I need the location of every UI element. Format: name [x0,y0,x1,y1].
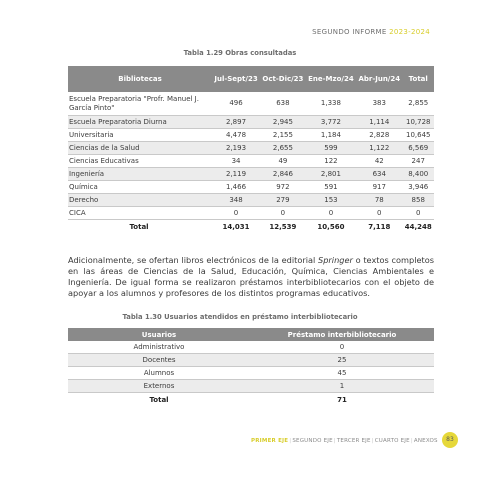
table-cell: 25 [250,354,434,367]
table-cell: 247 [402,155,434,168]
total-cell: 71 [337,396,347,404]
table-cell: 49 [260,155,306,168]
table-cell: 972 [260,181,306,194]
table-row [68,207,434,220]
table2-caption: Tabla 1.30 Usuarios atendidos en préstamo interbibliotecario [122,313,358,321]
table-cell: 1,122 [356,142,402,155]
table-cell: 2,897 [212,116,260,129]
body-paragraph [68,255,434,299]
column-header: Oct-Dic/23 [260,66,306,92]
table-cell: 153 [306,194,356,207]
paragraph-italic-publisher: Springer [318,255,353,265]
table1-caption: Tabla 1.29 Obras consultadas [183,49,297,57]
table-cell: 1,114 [356,116,402,129]
table-cell: Química [68,181,212,194]
table-row [68,341,434,354]
column-header: Total [402,66,434,92]
table-cell: Ciencias Educativas [68,155,212,168]
table-row [68,129,434,142]
table-cell: 634 [356,168,402,181]
table-cell: Escuela Preparatoria "Profr. Manuel J. García Pinto" [68,92,212,116]
table-total-row [68,393,434,408]
table-cell: 42 [356,155,402,168]
table-cell: 1 [250,380,434,393]
table-row [68,92,434,116]
table-cell: 2,193 [212,142,260,155]
table-cell: 45 [250,367,434,380]
table-cell: 0 [260,207,306,220]
table-row [68,367,434,380]
table-cell: 8,400 [402,168,434,181]
table-cell: Derecho [68,194,212,207]
table-cell: 591 [306,181,356,194]
table-cell: 122 [306,155,356,168]
table-cell: 3,946 [402,181,434,194]
table-cell: 2,155 [260,129,306,142]
table-cell: 2,828 [356,129,402,142]
table-cell: 279 [260,194,306,207]
table-cell: 2,801 [306,168,356,181]
table-cell: 638 [260,92,306,116]
table-cell: 858 [402,194,434,207]
table-cell: Alumnos [68,367,250,380]
table-cell: 2,855 [402,92,434,116]
table-cell: CICA [68,207,212,220]
table-row [68,380,434,393]
nav-separator: | [333,438,336,444]
table-cell: Universitaria [68,129,212,142]
nav-separator: | [371,438,374,444]
table-cell: 1,184 [306,129,356,142]
nav-link-primer-eje[interactable]: PRIMER EJE [251,438,289,444]
column-header: Ene-Mzo/24 [306,66,356,92]
column-header: Usuarios [68,328,250,341]
table-cell: 2,655 [260,142,306,155]
table-cell: 78 [356,194,402,207]
table-cell: 10,645 [402,129,434,142]
obras-consultadas-table [68,66,434,233]
table-cell: 2,119 [212,168,260,181]
total-label: Total [129,222,149,231]
table-cell: 1,466 [212,181,260,194]
table-cell: 496 [212,92,260,116]
table-cell: 0 [250,341,434,354]
paragraph-text-end: o textos completos en las áreas de Ciencias de la Salud, Educación, Química, Ciencias Ambientales e Ingeniería. De igual forma se realizaron préstamos interbibliotecarios con el objeto de apoyar a los alumnos y profesores de los distintos programas educativos. [68,255,434,298]
table-cell: 599 [306,142,356,155]
total-cell: 12,539 [269,222,297,231]
nav-link-tercer-eje[interactable]: TERCER EJE [336,438,371,444]
total-label: Total [149,396,169,404]
page-number-badge: 83 [442,432,458,448]
paragraph-text-start: Adicionalmente, se ofertan libros electrónicos de la editorial [68,255,319,265]
table-cell: Ciencias de la Salud [68,142,212,155]
table-row [68,155,434,168]
total-cell: 14,031 [222,222,250,231]
table-row [68,194,434,207]
table-row [68,142,434,155]
table-cell: Escuela Preparatoria Diurna [68,116,212,129]
total-cell: 7,118 [368,222,391,231]
nav-link-segundo-eje[interactable]: SEGUNDO EJE [292,438,333,444]
column-header: Bibliotecas [68,66,212,92]
table-header-row [68,328,434,341]
table-cell: Administrativo [68,341,250,354]
section-nav [251,438,438,444]
table-row [68,181,434,194]
table-cell: Externos [68,380,250,393]
table-row [68,354,434,367]
table-cell: 0 [356,207,402,220]
total-cell: 10,560 [317,222,345,231]
table-cell: 2,846 [260,168,306,181]
report-header [312,28,430,36]
table-cell: Docentes [68,354,250,367]
table-cell: 10,728 [402,116,434,129]
nav-separator: | [410,438,413,444]
table-cell: 0 [212,207,260,220]
nav-separator: | [289,438,292,444]
table-row [68,116,434,129]
table-cell: 3,772 [306,116,356,129]
column-header: Abr-Jun/24 [356,66,402,92]
table-cell: 4,478 [212,129,260,142]
table-cell: 348 [212,194,260,207]
usuarios-atendidos-table [68,328,434,407]
nav-link-cuarto-eje[interactable]: CUARTO EJE [374,438,410,444]
table-header-row [68,66,434,92]
table-cell: 917 [356,181,402,194]
table-cell: 34 [212,155,260,168]
total-cell: 44,248 [404,222,432,231]
table-total-row [68,220,434,234]
table-cell: 1,338 [306,92,356,116]
column-header: Préstamo interbibliotecario [250,328,434,341]
report-header-text: SEGUNDO INFORME [312,28,390,36]
table-cell: 6,569 [402,142,434,155]
table-cell: Ingeniería [68,168,212,181]
report-header-year: 2023-2024 [389,28,430,36]
table-row [68,168,434,181]
table-cell: 383 [356,92,402,116]
table-cell: 0 [402,207,434,220]
nav-link-anexos[interactable]: ANEXOS [413,438,438,444]
table-cell: 2,945 [260,116,306,129]
column-header: Jul-Sept/23 [212,66,260,92]
table-cell: 0 [306,207,356,220]
